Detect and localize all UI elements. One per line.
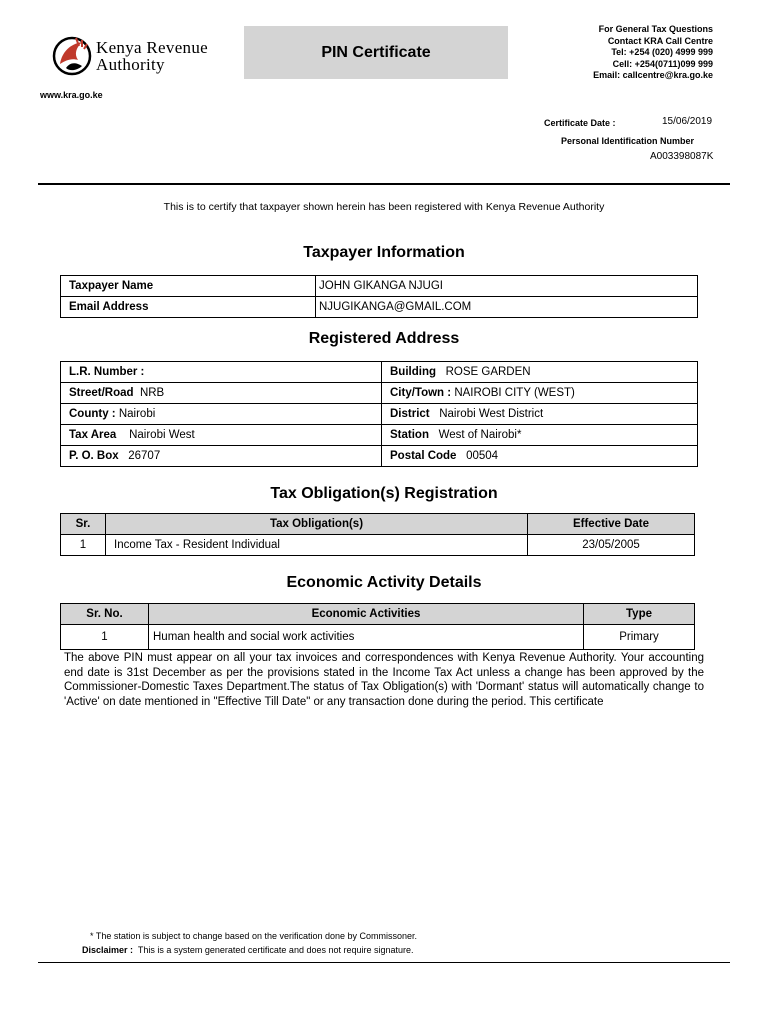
- document-title: PIN Certificate: [244, 26, 508, 79]
- disclaimer: [82, 945, 414, 955]
- kra-logo-icon: [52, 34, 96, 80]
- table-row: [61, 446, 698, 467]
- taxpayer-name-value: JOHN GIKANGA NJUGI: [316, 276, 698, 297]
- org-name-line2: Authority: [96, 55, 165, 74]
- contact-info: [593, 24, 713, 82]
- certify-statement: This is to certify that taxpayer shown herein has been registered with Kenya Revenue Authority: [163, 201, 605, 213]
- district-label: District: [390, 408, 430, 420]
- activity-sr: 1: [61, 625, 149, 650]
- contact-line: Contact KRA Call Centre: [607, 35, 713, 46]
- city-value: NAIROBI CITY (WEST): [454, 387, 575, 399]
- col-sr-no: Sr. No.: [61, 604, 149, 625]
- pin-value: A003398087K: [650, 151, 714, 162]
- postal-code-value: 00504: [466, 450, 499, 462]
- certificate-date-value: 15/06/2019: [662, 116, 713, 127]
- activity-name: Human health and social work activities: [149, 625, 584, 650]
- economic-table: [60, 603, 695, 650]
- obligations-heading: Tax Obligation(s) Registration: [270, 485, 498, 502]
- activity-type: Primary: [584, 625, 695, 650]
- email-value: NJUGIKANGA@GMAIL.COM: [316, 297, 698, 318]
- certificate-date-label: Certificate Date :: [544, 118, 616, 128]
- website-link[interactable]: www.kra.go.ke: [40, 90, 103, 100]
- obligations-table: [60, 513, 695, 556]
- street-value: NRB: [139, 387, 165, 399]
- building-label: Building: [390, 366, 436, 378]
- org-name-line1: Kenya Revenue: [96, 38, 208, 57]
- disclaimer-label: Disclaimer :: [82, 945, 134, 955]
- pobox-value: 26707: [128, 450, 161, 462]
- col-sr: Sr.: [61, 514, 106, 535]
- table-row: [61, 535, 695, 556]
- table-row: [61, 425, 698, 446]
- email-label: Email Address: [61, 297, 316, 318]
- contact-line: Email: callcentre@kra.go.ke: [593, 70, 713, 80]
- table-row: [61, 362, 698, 383]
- obligation-sr: 1: [61, 535, 106, 556]
- obligation-name: Income Tax - Resident Individual: [106, 535, 528, 556]
- col-obligation: Tax Obligation(s): [106, 514, 528, 535]
- notice-paragraph: The above PIN must appear on all your tax invoices and correspondences with Kenya Revenue Authority. Your accounting end date is 31st December as per the provisions stated in the Income Tax Act unless a change has been approved by the Commissioner-Domestic Taxes Department.The status of Tax Obligation(s) with 'Dormant' status will automatically change to 'Active' on date mentioned in "Effective Till Date" or any transaction done during the period. This certificate: [64, 652, 704, 708]
- table-header-row: [61, 514, 695, 535]
- tax-area-label: Tax Area: [69, 429, 117, 441]
- pin-label: Personal Identification Number: [561, 136, 695, 146]
- contact-line: Cell: +254(0711)099 999: [612, 58, 713, 69]
- table-row: [61, 404, 698, 425]
- taxpayer-heading: Taxpayer Information: [303, 244, 465, 261]
- station-value: West of Nairobi*: [438, 429, 522, 441]
- col-effective-date: Effective Date: [528, 514, 695, 535]
- tax-area-value: Nairobi West: [129, 429, 195, 441]
- station-footnote: * The station is subject to change based on the verification done by Commissoner.: [90, 931, 418, 941]
- table-row: [61, 276, 698, 297]
- lr-number-label: L.R. Number :: [69, 366, 145, 378]
- city-label: City/Town :: [390, 387, 452, 399]
- footer-divider: [38, 962, 730, 963]
- pobox-label: P. O. Box: [69, 450, 119, 462]
- county-value: Nairobi: [118, 408, 156, 420]
- col-economic-activity: Economic Activities: [149, 604, 584, 625]
- postal-code-label: Postal Code: [390, 450, 457, 462]
- address-table: [60, 361, 698, 467]
- taxpayer-table: [60, 275, 698, 318]
- county-label: County :: [69, 408, 116, 420]
- header-divider: [38, 183, 730, 185]
- disclaimer-text: This is a system generated certificate and does not require signature.: [137, 945, 414, 955]
- address-heading: Registered Address: [308, 330, 460, 347]
- obligation-date: 23/05/2005: [528, 535, 695, 556]
- table-header-row: [61, 604, 695, 625]
- building-value: ROSE GARDEN: [445, 366, 531, 378]
- col-type: Type: [584, 604, 695, 625]
- table-row: [61, 297, 698, 318]
- station-label: Station: [390, 429, 429, 441]
- taxpayer-name-label: Taxpayer Name: [61, 276, 316, 297]
- street-label: Street/Road: [69, 387, 134, 399]
- table-row: [61, 383, 698, 404]
- district-value: Nairobi West District: [439, 408, 544, 420]
- table-row: [61, 625, 695, 650]
- contact-line: For General Tax Questions: [598, 24, 713, 34]
- economic-heading: Economic Activity Details: [286, 574, 482, 591]
- contact-line: Tel: +254 (020) 4999 999: [611, 47, 713, 57]
